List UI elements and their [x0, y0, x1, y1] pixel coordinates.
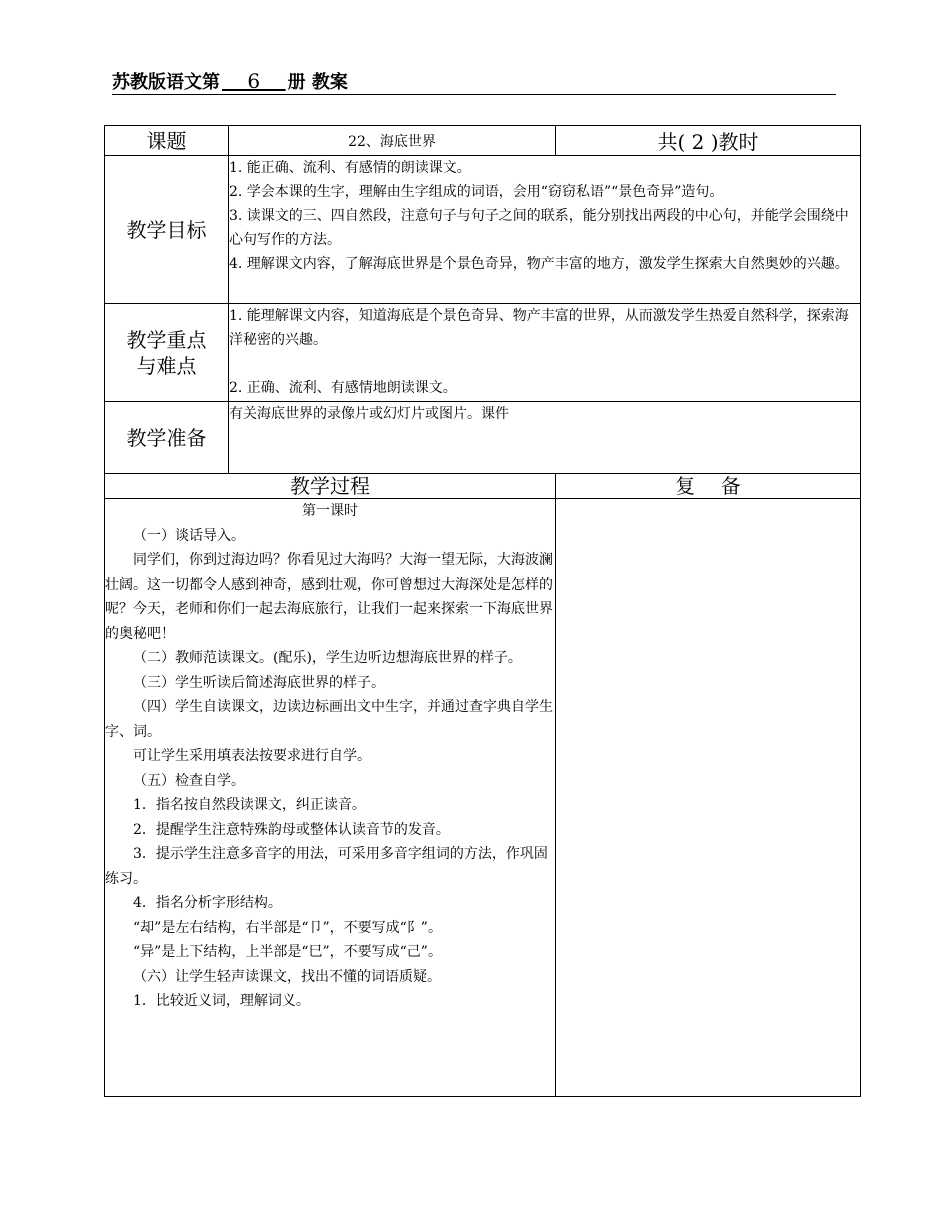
periods-prefix: 共(	[657, 130, 686, 154]
process-paragraph: （五）检查自学。	[133, 772, 245, 789]
prep-content	[229, 402, 861, 474]
focus-item: 1. 能理解课文内容，知道海底是个景色奇异、物产丰富的世界，从而激发学生热爱自然科学，探索海洋秘密的兴趣。	[229, 308, 849, 348]
prep-label: 教学准备	[105, 402, 229, 474]
process-paragraph: （一）谈话导入。	[133, 527, 245, 544]
process-paragraph: 2．提醒学生注意特殊韵母或整体认读音节的发音。	[133, 821, 450, 838]
goal-item: 4. 理解课文内容，了解海底世界是个景色奇异，物产丰富的地方，激发学生探索大自然奥妙的兴趣。	[229, 256, 849, 272]
header-suffix: 册 教案	[287, 72, 348, 93]
process-paragraph: （四）学生自读课文，边读边标画出文中生字，并通过查字典自学生字、词。	[105, 699, 553, 740]
process-content	[105, 499, 556, 1097]
goals-label: 教学目标	[105, 156, 229, 304]
periods-suffix: )教时	[710, 130, 759, 154]
focus-content	[229, 304, 861, 402]
process-paragraph: 3．提示学生注意多音字的用法，可采用多音字组词的方法，作巩固练习。	[105, 846, 548, 887]
process-paragraph: （二）教师范读课文。(配乐)，学生边听边想海底世界的样子。	[133, 650, 522, 666]
periods-cell	[556, 126, 861, 156]
focus-spacer	[229, 352, 860, 376]
process-paragraph: 1．比较近义词，理解词义。	[133, 993, 310, 1009]
process-paragraph: “异”是上下结构，上半部是“巳”，不要写成“己”。	[133, 944, 442, 960]
process-label: 教学过程	[105, 474, 556, 499]
header-volume: 6	[222, 69, 286, 93]
goal-item: 1. 能正确、流利、有感情的朗读课文。	[229, 160, 471, 176]
lesson-plan-table	[104, 125, 861, 1097]
process-paragraph: 可让学生采用填表法按要求进行自学。	[133, 748, 371, 764]
process-paragraph: 1．指名按自然段读课文，纠正读音。	[133, 797, 366, 813]
periods-value: 2	[685, 130, 711, 154]
goal-item: 3. 读课文的三、四自然段，注意句子与句子之间的联系，能分别找出两段的中心句，并能学会围绕中心句写作的方法。	[229, 208, 849, 248]
topic-value: 22、海底世界	[229, 126, 556, 156]
page-header	[112, 68, 836, 95]
goals-content	[229, 156, 861, 304]
process-paragraph: （三）学生听读后简述海底世界的样子。	[133, 674, 385, 691]
review-content	[556, 499, 861, 1097]
lesson-title: 第一课时	[302, 503, 358, 519]
header-prefix: 苏教版语文第	[112, 72, 220, 93]
process-paragraph: “却”是左右结构，右半部是“卩”，不要写成“阝”。	[133, 919, 442, 936]
topic-label: 课题	[105, 126, 229, 156]
process-paragraph: 同学们，你到过海边吗？你看见过大海吗？大海一望无际，大海波澜壮阔。这一切都令人感到神奇，感到壮观，你可曾想过大海深处是怎样的呢？今天，老师和你们一起去海底旅行，让我们一起来探索一下海底世界的奥秘吧！	[105, 552, 553, 642]
goal-item: 2. 学会本课的生字，理解由生字组成的词语，会用“窃窃私语”“景色奇异”造句。	[229, 184, 724, 200]
focus-label	[105, 304, 229, 402]
process-paragraph: （六）让学生轻声读课文，找出不懂的词语质疑。	[133, 968, 441, 985]
focus-item: 2. 正确、流利、有感情地朗读课文。	[229, 380, 457, 396]
process-paragraph: 4．指名分析字形结构。	[133, 895, 282, 911]
focus-label-line2: 与难点	[136, 353, 197, 378]
focus-label-line1: 教学重点	[126, 327, 207, 352]
review-label: 复 备	[556, 474, 861, 499]
prep-text: 有关海底世界的录像片或幻灯片或图片。课件	[229, 406, 509, 422]
